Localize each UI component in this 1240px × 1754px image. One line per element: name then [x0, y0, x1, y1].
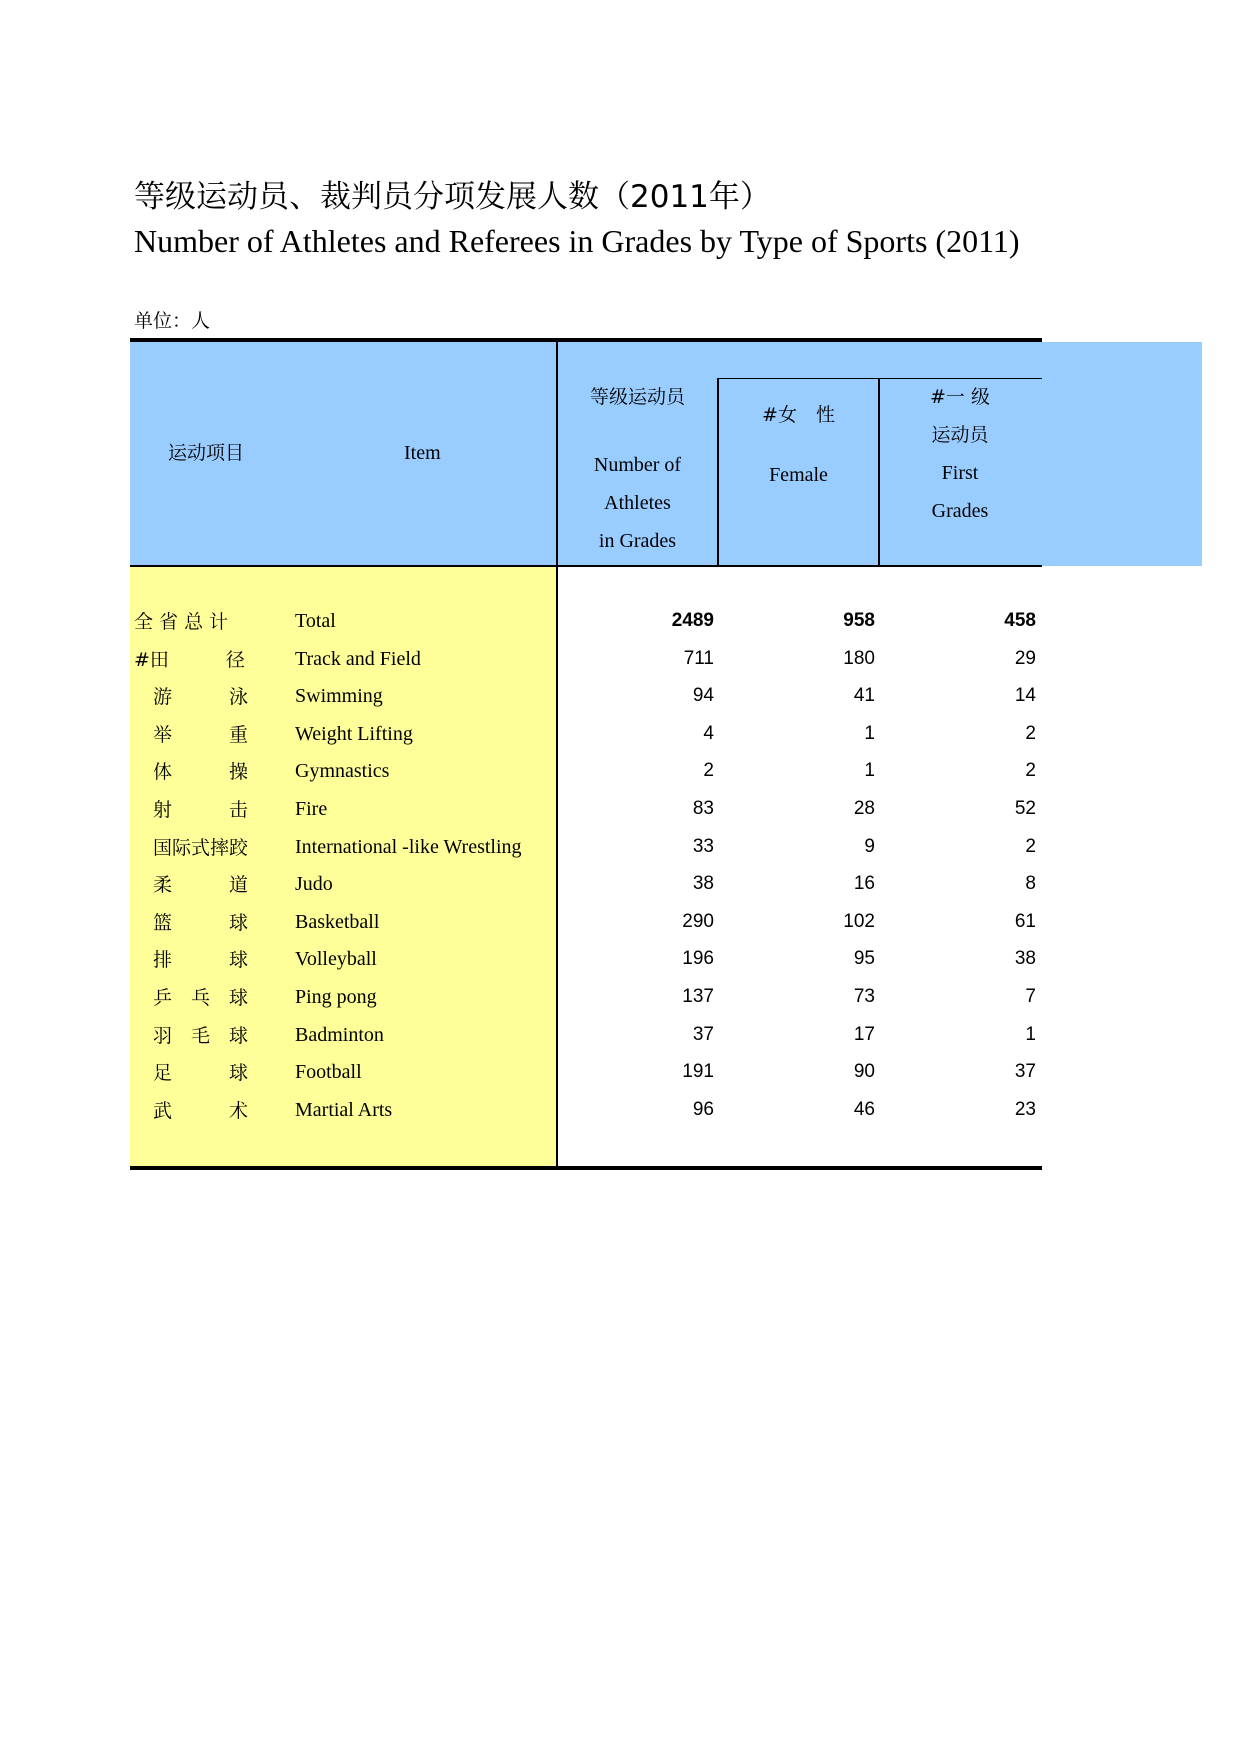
header-column-divider	[717, 378, 719, 566]
table-column-divider	[556, 342, 558, 1167]
row-item-chinese: 足 球	[134, 1062, 249, 1085]
row-first-grades-value: 458	[1004, 610, 1036, 631]
row-athletes-value: 33	[692, 835, 714, 857]
row-item-english: Ping pong	[295, 985, 377, 1008]
row-item-chinese: #田 径	[134, 648, 245, 671]
row-item-english: Gymnastics	[295, 760, 390, 783]
row-item-chinese: 射 击	[134, 798, 249, 821]
row-first-grades-value: 52	[1014, 797, 1036, 819]
row-first-grades-value: 7	[1025, 985, 1036, 1007]
table-row	[130, 792, 1042, 830]
row-item-chinese: 全 省 总 计	[134, 611, 229, 633]
table-row	[130, 830, 1042, 868]
row-item-english: Judo	[295, 873, 333, 896]
row-first-grades-value: 38	[1014, 948, 1036, 970]
row-first-grades-value: 23	[1014, 1098, 1036, 1120]
header-first-grades-chinese-line2: 运动员	[931, 424, 989, 446]
row-athletes-value: 196	[682, 948, 714, 970]
row-athletes-value: 96	[692, 1098, 714, 1120]
row-item-chinese: 排 球	[134, 949, 249, 972]
row-female-value: 102	[843, 910, 875, 932]
row-female-value: 958	[843, 610, 875, 631]
table-row	[130, 905, 1042, 943]
header-first-grades-english-line1: First	[941, 462, 979, 484]
row-first-grades-value: 37	[1014, 1061, 1036, 1083]
row-athletes-value: 4	[703, 722, 714, 744]
header-athletes-english-line3: in Grades	[598, 530, 677, 552]
row-female-value: 90	[853, 1061, 875, 1083]
table-row	[130, 679, 1042, 717]
row-item-chinese: 国际式摔跤	[134, 836, 249, 859]
row-female-value: 1	[864, 760, 875, 782]
header-athletes-english-line1: Number of	[593, 454, 682, 476]
row-item-chinese: 柔 道	[134, 874, 249, 897]
row-female-value: 95	[853, 948, 875, 970]
row-item-chinese: 羽 毛 球	[134, 1024, 249, 1047]
row-item-english: Basketball	[295, 910, 380, 933]
row-first-grades-value: 2	[1025, 835, 1036, 857]
row-item-english: Volleyball	[295, 948, 377, 971]
row-first-grades-value: 1	[1025, 1023, 1036, 1045]
row-female-value: 41	[853, 685, 875, 707]
header-female-english: Female	[769, 464, 828, 486]
row-item-english: Track and Field	[295, 647, 421, 670]
table-body	[130, 604, 1042, 1130]
row-first-grades-value: 2	[1025, 722, 1036, 744]
row-item-english: Swimming	[295, 685, 383, 708]
row-item-chinese: 游 泳	[134, 686, 249, 709]
table-top-rule	[130, 338, 1042, 342]
header-female	[719, 396, 878, 494]
row-first-grades-value: 14	[1014, 685, 1036, 707]
page-title-english: Number of Athletes and Referees in Grades by Type of Sports (2011)	[134, 223, 1020, 259]
row-athletes-value: 94	[692, 685, 714, 707]
row-athletes-value: 2	[703, 760, 714, 782]
row-athletes-value: 290	[682, 910, 714, 932]
table-row-total	[130, 604, 1042, 642]
table-row	[130, 980, 1042, 1018]
row-female-value: 16	[853, 873, 875, 895]
row-first-grades-value: 8	[1025, 873, 1036, 895]
table-bottom-rule	[130, 1166, 1042, 1170]
header-athletes-chinese: 等级运动员	[589, 386, 685, 408]
row-athletes-value: 37	[692, 1023, 714, 1045]
row-item-chinese: 篮 球	[134, 911, 249, 934]
row-female-value: 9	[864, 835, 875, 857]
row-athletes-value: 137	[682, 985, 714, 1007]
row-item-chinese: 乒 乓 球	[134, 986, 249, 1009]
header-item-english: Item	[404, 442, 441, 464]
row-item-english: Martial Arts	[295, 1098, 393, 1121]
row-item-chinese: 举 重	[134, 723, 249, 746]
header-first-grades-english-line2: Grades	[931, 500, 989, 522]
row-female-value: 180	[843, 647, 875, 669]
header-first-grades-chinese-line1: #一 级	[930, 386, 990, 408]
page-title-chinese: 等级运动员、裁判员分项发展人数（2011年）	[134, 179, 771, 215]
unit-label: 单位：人	[134, 310, 211, 332]
row-female-value: 28	[853, 797, 875, 819]
row-female-value: 17	[853, 1023, 875, 1045]
row-item-chinese: 武 术	[134, 1099, 249, 1122]
row-item-english: Football	[295, 1061, 362, 1084]
row-athletes-value: 2489	[671, 610, 714, 631]
row-item-english: International -like Wrestling	[295, 835, 522, 858]
table-row	[130, 1093, 1042, 1131]
table-row	[130, 717, 1042, 755]
header-column-divider	[878, 378, 880, 566]
table-row	[130, 642, 1042, 680]
row-athletes-value: 38	[692, 873, 714, 895]
row-item-english: Weight Lifting	[295, 722, 413, 745]
header-female-chinese: #女 性	[762, 404, 835, 426]
table-row	[130, 1018, 1042, 1056]
row-item-english: Total	[295, 610, 336, 632]
row-item-english: Fire	[295, 797, 328, 820]
row-first-grades-value: 2	[1025, 760, 1036, 782]
table-row	[130, 942, 1042, 980]
header-first-grades	[880, 378, 1040, 530]
header-athletes-english-line2: Athletes	[604, 492, 671, 514]
header-athletes-in-grades	[558, 378, 717, 560]
table-row	[130, 1055, 1042, 1093]
row-female-value: 1	[864, 722, 875, 744]
table-row	[130, 754, 1042, 792]
row-athletes-value: 83	[692, 797, 714, 819]
row-item-chinese: 体 操	[134, 761, 249, 784]
row-female-value: 46	[853, 1098, 875, 1120]
row-female-value: 73	[853, 985, 875, 1007]
row-item-english: Badminton	[295, 1023, 384, 1046]
table-row	[130, 867, 1042, 905]
row-first-grades-value: 61	[1014, 910, 1036, 932]
row-athletes-value: 711	[683, 647, 714, 669]
header-item-chinese: 运动项目	[168, 442, 245, 464]
row-athletes-value: 191	[682, 1061, 714, 1083]
row-first-grades-value: 29	[1014, 647, 1036, 669]
